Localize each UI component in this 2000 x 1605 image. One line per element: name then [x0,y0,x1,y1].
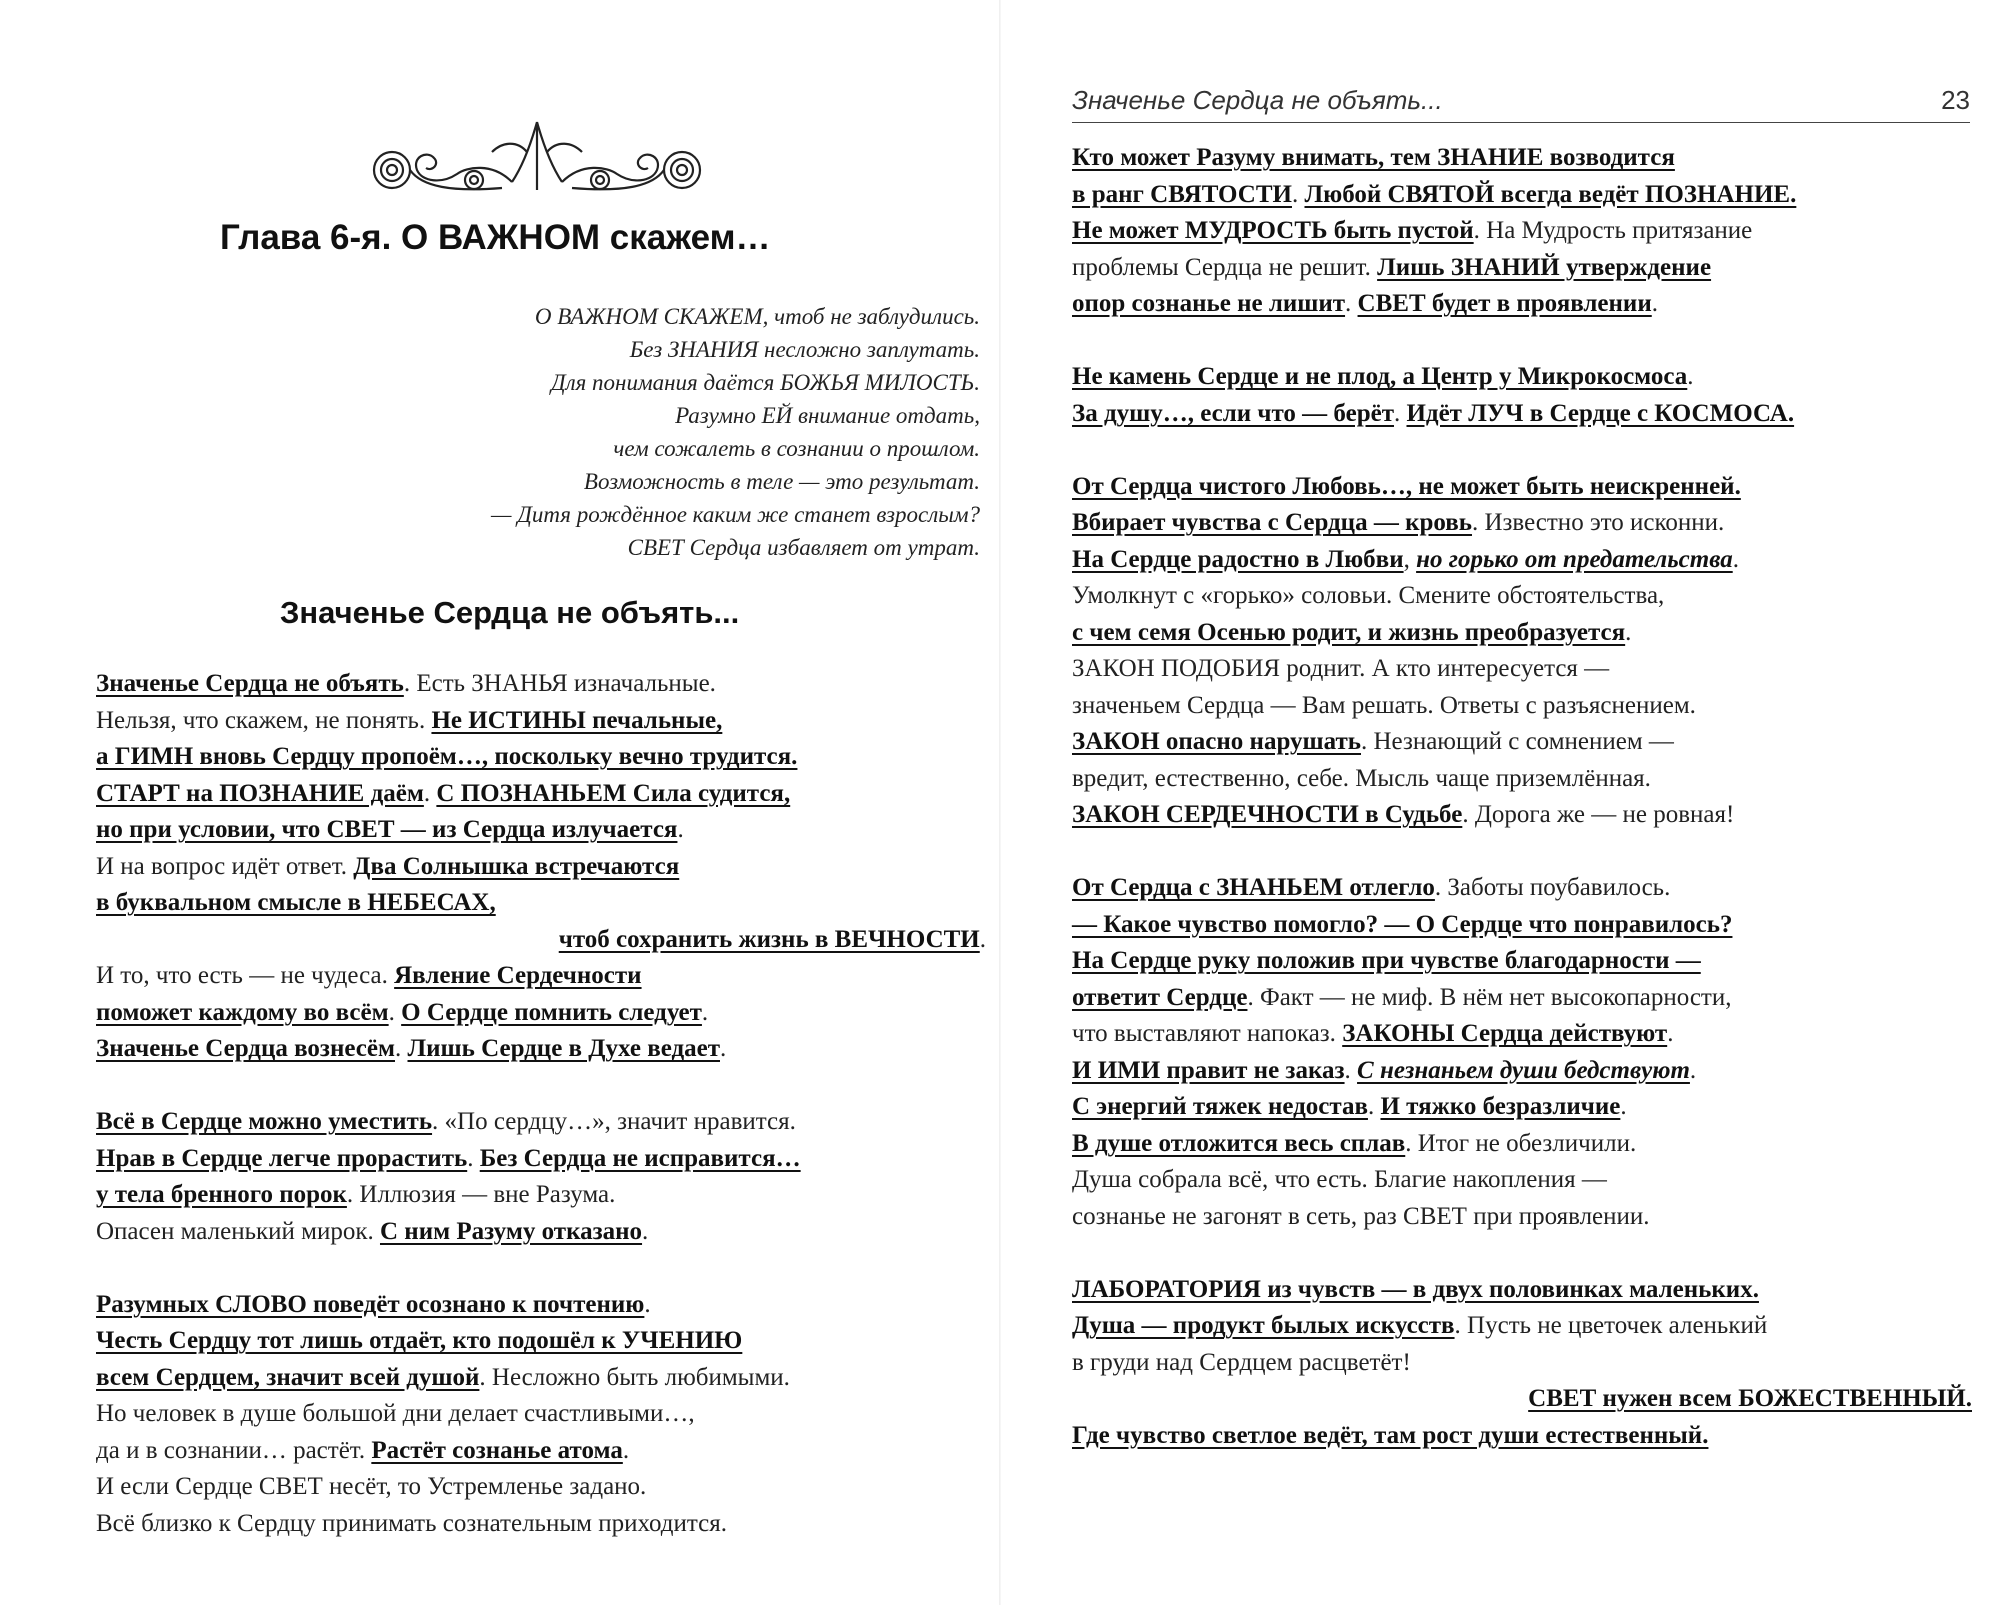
poem-line [96,1396,986,1433]
emphasis-text: Лишь ЗНАНИЙ утверждение [1377,253,1712,281]
emphasis-text: СВЕТ будет в проявлении [1357,290,1652,317]
emphasis-text: Явление Сердечности [394,962,642,989]
plain-text: . На Мудрость притязание [1473,217,1753,244]
plain-text: . [467,1144,480,1172]
poem-line [96,776,986,813]
poem-line [1072,213,1972,250]
emphasis-text: у тела бренного порок [96,1181,347,1208]
poem-line [1072,615,1972,652]
poem-line [96,1177,986,1214]
plain-text: сознанье не загонят в сеть, раз СВЕТ при проявлении. [1072,1202,1650,1230]
epigraph-line: СВЕТ Сердца избавляет от утрат. [627,535,980,560]
epigraph-line: О ВАЖНОМ СКАЖЕМ, чтоб не заблудились. [534,304,980,329]
stanza-gap [1072,432,1972,469]
poem-line [96,1031,986,1068]
poem-line [1072,1016,1972,1053]
epigraph-line: Разумно ЕЙ внимание отдать, [675,403,980,428]
emphasis-text: С ПОЗНАНЬЕМ Сила судится, [436,779,791,807]
chapter-title: Глава 6-я. О ВАЖНОМ скажем… [220,218,771,257]
plain-text: ЗАКОН ПОДОБИЯ роднит. А кто интересуется — [1072,655,1610,682]
stanza-gap [1072,323,1972,360]
emphasis-text: опор сознанье не лишит [1072,290,1346,317]
emphasis-text: СТАРТ на ПОЗНАНИЕ даём [96,779,424,807]
emphasis-text: На Сердце руку положив при чувстве благодарности — [1072,947,1701,974]
poem-line [96,958,986,995]
epigraph-line: Возможность в теле — это результат. [583,469,980,494]
emphasis-text: с чем семя Осенью родит, и жизнь преобразуется [1072,618,1626,646]
epigraph-line: Без ЗНАНИЯ несложно заплутать. [629,337,980,362]
plain-text: . Пусть не цветочек аленький [1454,1312,1768,1339]
right-poem-body [1072,140,1972,1454]
plain-text: . Заботы поубавилось. [1434,874,1671,901]
plain-text: . Есть ЗНАНЬЯ изначальные. [403,670,716,697]
plain-text: значеньем Сердца — Вам решать. Ответы с разъяснением. [1072,691,1696,719]
emphasis-text: О Сердце помнить следует [401,998,702,1026]
poem-line [1072,907,1972,944]
plain-text: И если Сердце СВЕТ несёт, то Устремленье задано. [96,1473,647,1500]
plain-text: . [1344,1056,1358,1084]
poem-line [1072,1381,1972,1418]
poem-line [1072,505,1972,542]
emphasis-text: но при условии, что СВЕТ — из Сердца излучается [96,816,678,843]
poem-line [1072,250,1972,287]
poem-line [1072,1126,1972,1163]
stanza-gap [96,1068,986,1105]
emphasis-text: поможет каждому во всём [96,998,389,1026]
stanza-gap [1072,1235,1972,1272]
emphasis-text: в буквальном смысле в НЕБЕСАХ, [96,889,496,916]
stanza-gap [96,1250,986,1287]
poem-line [96,1323,986,1360]
emphasis-text: Не может МУДРОСТЬ быть пустой [1072,217,1474,244]
plain-text: . [1291,180,1305,208]
emphasis-text: ЗАКОН СЕРДЕЧНОСТИ в Судьбе [1072,801,1463,828]
plain-text: . [1620,1093,1627,1120]
plain-text: . [701,998,709,1026]
poem-line [1072,1418,1972,1455]
plain-text: И то, что есть — не чудеса. [96,962,395,989]
emphasis-text: В душе отложится весь сплав [1072,1129,1406,1157]
poem-line [96,1469,986,1506]
running-header [1072,82,1970,123]
emphasis-text: в ранг СВЯТОСТИ [1072,180,1292,208]
epigraph-line: Для понимания даётся БОЖЬЯ МИЛОСТЬ. [550,370,980,395]
plain-text: . [1732,545,1739,573]
plain-text: Но человек в душе большой дни делает счастливыми…, [96,1400,695,1427]
plain-text: . Незнающий с сомнением — [1361,728,1674,755]
emphasis-text: ЗАКОНЫ Сердца действуют [1342,1020,1668,1047]
running-header-title: Значенье Сердца не объять... [1072,85,1443,115]
poem-line [1072,1308,1972,1345]
plain-text: . [423,779,437,807]
plain-text: , [1403,545,1417,573]
emphasis-text: чтоб сохранить жизнь в ВЕЧНОСТИ [558,925,980,953]
poem-line [1072,542,1972,579]
poem-title: Значенье Сердца не объять... [280,595,740,630]
poem-line [1072,724,1972,761]
plain-text: . Дорога же — не ровная! [1462,801,1735,828]
poem-line [96,995,986,1032]
plain-text: . Факт — не миф. В нём нет высокопарности, [1247,983,1732,1011]
poem-line [1072,943,1972,980]
emphasis-text: И ИМИ правит не заказ [1072,1056,1345,1084]
emphasis-text: Разумных СЛОВО поведёт осознано к почтению [96,1290,645,1318]
page-number: 23 [1941,85,1970,115]
plain-text: . Итог не обезличили. [1405,1129,1637,1157]
poem-line [1072,1089,1972,1126]
plain-text: . [1367,1093,1381,1120]
poem-line [1072,177,1972,214]
emphasis-text: Без Сердца не исправится… [479,1144,801,1172]
emphasis-text: ответит Сердце [1072,983,1248,1011]
poem-line [1072,469,1972,506]
poem-line [1072,1345,1972,1382]
poem-line [1072,1272,1972,1309]
emphasis-text: Всё в Сердце можно уместить [96,1108,433,1135]
plain-text: . [1689,1056,1697,1084]
poem-line [1072,797,1972,834]
poem-line [96,849,986,886]
plain-text: проблемы Сердца не решит. [1072,253,1378,281]
poem-line [96,1506,986,1543]
emphasis-text: Честь Сердцу тот лишь отдаёт, кто подошёл к УЧЕНИЮ [96,1327,743,1354]
plain-text: . [1393,399,1407,427]
poem-line [96,812,986,849]
plain-text: . [720,1035,727,1062]
emphasis-text: С энергий тяжек недостав [1072,1093,1368,1120]
poem-line [1072,1199,1972,1236]
plain-text: И на вопрос идёт ответ. [96,852,354,880]
plain-text: . Известно это исконни. [1471,509,1725,536]
poem-line [96,922,986,959]
emphasis-text: Кто может Разуму внимать, тем ЗНАНИЕ возводится [1072,144,1675,171]
poem-line [96,885,986,922]
plain-text: да и в сознании… растёт. [96,1436,372,1464]
poem-line [1072,688,1972,725]
emphasis-text: Значенье Сердца не объять [96,670,404,697]
plain-text: в груди над Сердцем расцветёт! [1072,1348,1411,1376]
emphasis-text: Вбирает чувства с Сердца — кровь [1072,509,1472,536]
plain-text: . [388,998,402,1026]
emphasis-text: Не ИСТИНЫ печальные, [431,706,723,734]
poem-line [96,1141,986,1178]
emphasis-text: Растёт сознанье атома [371,1436,623,1464]
poem-line [1072,140,1972,177]
emphasis-text: С ним Разуму отказано [379,1217,643,1245]
emphasis-text: Душа — продукт былых искусств [1072,1312,1455,1339]
poem-line [96,1214,986,1251]
emphasis-text: На Сердце радостно в Любви [1072,545,1404,573]
poem-line [1072,1053,1972,1090]
plain-text: . [1651,290,1658,317]
plain-text: Душа собрала всё, что есть. Благие накопления — [1072,1166,1607,1193]
plain-text: . [395,1035,408,1062]
emphasis-text: И тяжко безразличие [1380,1093,1621,1120]
plain-text: . [1667,1020,1674,1047]
emphasis-text: Два Солнышка встречаются [353,852,680,880]
plain-text: . [644,1290,651,1318]
epigraph [220,300,980,564]
italic-emphasis-text: но горько от предательства [1416,545,1733,573]
plain-text: . [622,1436,630,1464]
poem-line [1072,651,1972,688]
poem-line [96,739,986,776]
emphasis-text: Где чувство светлое ведёт, там рост души естественный. [1072,1421,1709,1449]
poem-line [96,666,986,703]
poem-line [1072,286,1972,323]
left-poem-body [96,666,986,1542]
plain-text: вредит, естественно, себе. Мысль чаще приземлённая. [1072,764,1651,792]
emphasis-text: Значенье Сердца вознесём [96,1035,395,1062]
plain-text: Нельзя, что скажем, не понять. [96,706,432,734]
emphasis-text: Идёт ЛУЧ в Сердце с КОСМОСА. [1406,399,1795,427]
emphasis-text: Лишь Сердце в Духе ведает [407,1035,720,1062]
plain-text: что выставляют напоказ. [1072,1020,1343,1047]
plain-text: . Несложно быть любимыми. [479,1363,790,1391]
poem-line [96,1433,986,1470]
plain-text: . [1625,618,1632,646]
emphasis-text: всем Сердцем, значит всей душой [96,1363,480,1391]
emphasis-text: ЛАБОРАТОРИЯ из чувств — в двух половинках маленьких. [1072,1275,1759,1303]
poem-line [1072,870,1972,907]
plain-text: . [1345,290,1358,317]
emphasis-text: — Какое чувство помогло? — О Сердце что понравилось? [1072,910,1733,938]
plain-text: Умолкнут с «горько» соловьи. Смените обстоятельства, [1072,582,1665,609]
poem-line [1072,980,1972,1017]
ornament-vignette [362,112,712,202]
plain-text: . Иллюзия — вне Разума. [346,1181,616,1208]
emphasis-text: От Сердца с ЗНАНЬЕМ отлегло [1072,874,1435,901]
poem-line [96,1287,986,1324]
italic-emphasis-text: С незнаньем души бедствуют [1357,1056,1690,1084]
emphasis-text: СВЕТ нужен всем БОЖЕСТВЕННЫЙ. [1528,1385,1972,1412]
emphasis-text: От Сердца чистого Любовь…, не может быть неискренней. [1072,472,1741,500]
emphasis-text: Не камень Сердце и не плод, а Центр у Микрокосмоса [1072,363,1688,390]
epigraph-line: — Дитя рождённое каким же станет взрослым? [491,502,980,527]
plain-text: . [677,816,684,843]
emphasis-text: Нрав в Сердце легче прорастить [96,1144,468,1172]
emphasis-text: Любой СВЯТОЙ всегда ведёт ПОЗНАНИЕ. [1304,180,1797,208]
plain-text: . «По сердцу…», значит нравится. [432,1108,796,1135]
emphasis-text: За душу…, если что — берёт [1072,399,1394,427]
poem-line [1072,578,1972,615]
plain-text: . [979,925,986,953]
poem-line [1072,1162,1972,1199]
plain-text: . [642,1217,649,1245]
right-page [1000,0,2000,1605]
poem-line [96,703,986,740]
plain-text: Опасен маленький мирок. [96,1217,380,1245]
plain-text: Всё близко к Сердцу принимать сознательным приходится. [96,1509,727,1537]
emphasis-text: а ГИМН вновь Сердцу пропоём…, поскольку вечно трудится. [96,743,798,770]
emphasis-text: ЗАКОН опасно нарушать [1072,728,1361,755]
stanza-gap [1072,834,1972,871]
poem-line [1072,396,1972,433]
poem-line [96,1360,986,1397]
epigraph-line: чем сожалеть в сознании о прошлом. [613,436,980,461]
plain-text: . [1687,363,1694,390]
poem-line [96,1104,986,1141]
poem-line [1072,359,1972,396]
poem-line [1072,761,1972,798]
